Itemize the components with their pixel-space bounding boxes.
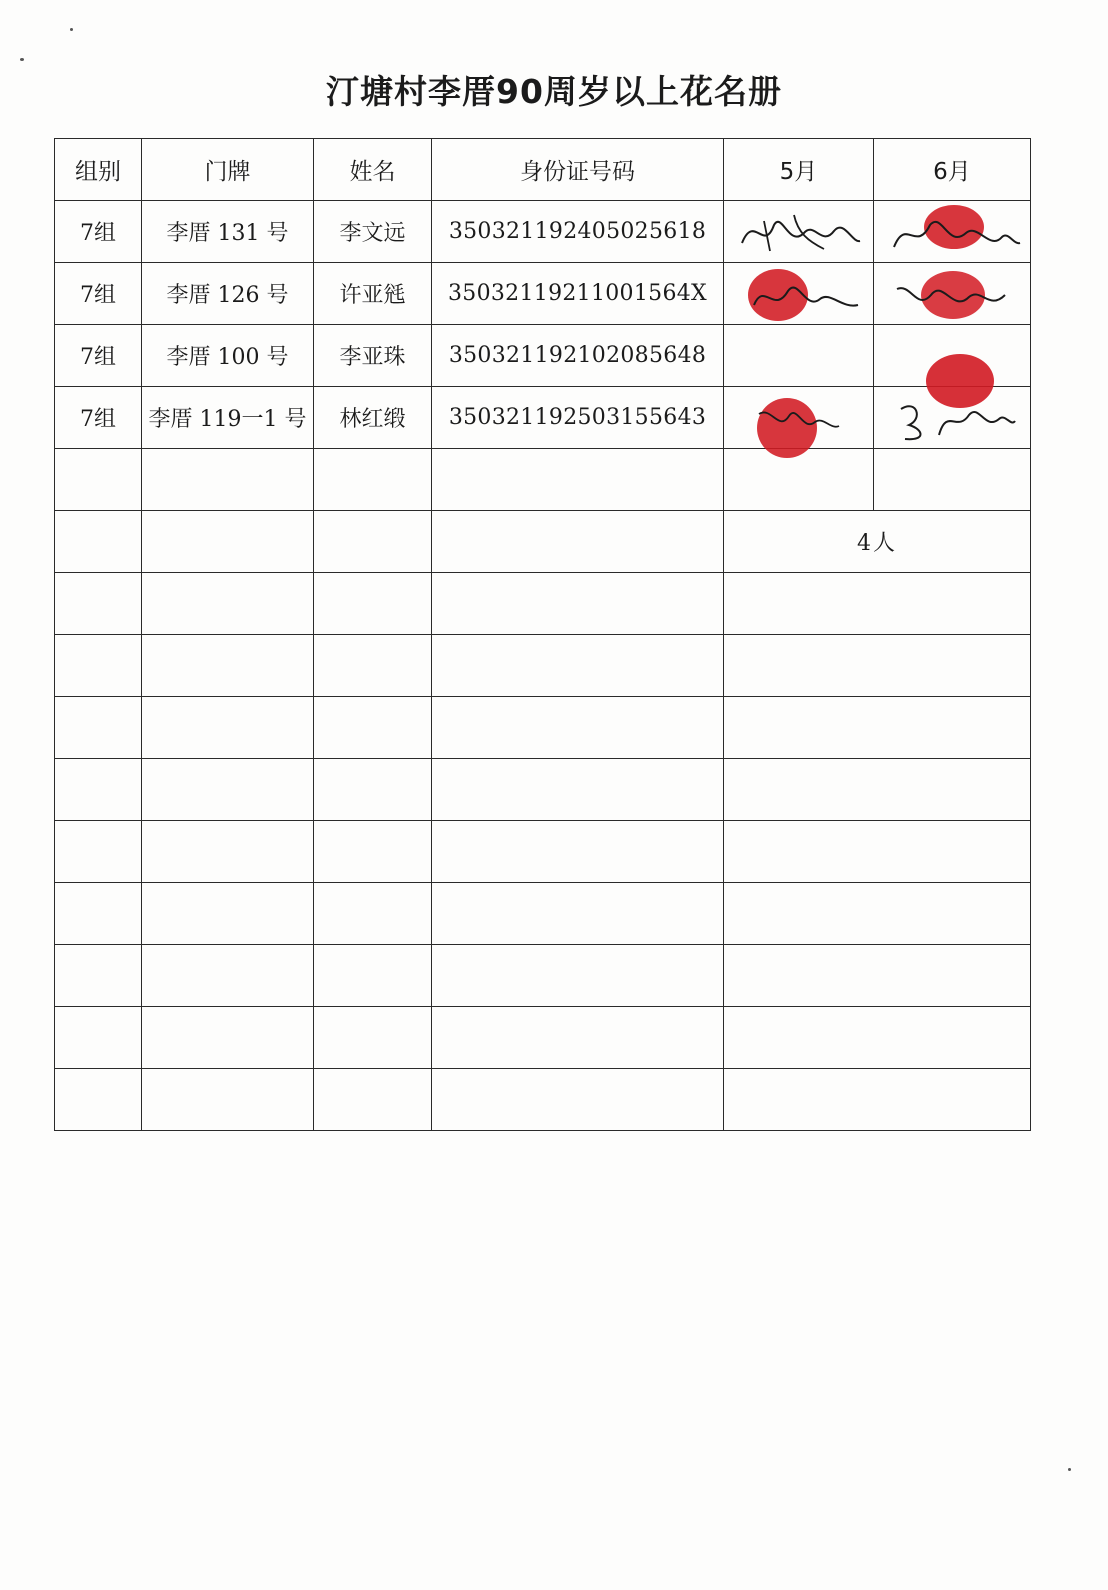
cell-may-sign [724,201,874,263]
header-month-june: 6月 [874,139,1031,201]
cell-june-sign [874,201,1031,263]
header-house-number: 门牌 [142,139,314,201]
empty-cell [432,945,724,1007]
table-row [55,201,1031,263]
table-row [55,387,1031,449]
empty-cell [142,635,314,697]
empty-cell [724,1007,1031,1069]
empty-cell [55,635,142,697]
empty-cell [432,883,724,945]
empty-cell [142,511,314,573]
cell-june-sign [874,263,1031,325]
empty-cell [432,697,724,759]
cell-group: 7组 [55,263,142,325]
roster-table [54,138,1031,1131]
cell-id-number: 350321192405025618 [432,201,724,263]
handwritten-signature [734,203,864,261]
cell-may-sign [724,263,874,325]
empty-cell [314,1069,432,1131]
cell-name: 林红缎 [314,387,432,449]
empty-cell [314,573,432,635]
empty-cell [55,697,142,759]
empty-cell [724,883,1031,945]
empty-cell [432,759,724,821]
empty-cell [314,511,432,573]
cell-group: 7组 [55,201,142,263]
fingerprint-with-signature [734,265,864,323]
empty-cell [142,697,314,759]
table-row [55,449,1031,511]
empty-cell [55,759,142,821]
empty-cell [724,573,1031,635]
cell-name: 李亚珠 [314,325,432,387]
empty-cell [314,759,432,821]
empty-cell [432,449,724,511]
empty-cell [314,883,432,945]
header-name: 姓名 [314,139,432,201]
table-header-row [55,139,1031,201]
empty-cell [314,1007,432,1069]
cell-may-sign [724,325,874,387]
table-row [55,821,1031,883]
cell-group: 7组 [55,325,142,387]
cell-house-number: 李厝 100 号 [142,325,314,387]
empty-cell [874,449,1031,511]
empty-cell [724,449,874,511]
scan-speck [20,58,24,61]
cell-may-sign [724,387,874,449]
empty-cell [142,449,314,511]
empty-cell [314,697,432,759]
table-row [55,759,1031,821]
empty-cell [142,1007,314,1069]
table-row [55,697,1031,759]
empty-cell [724,1069,1031,1131]
empty-cell [142,821,314,883]
empty-cell [724,945,1031,1007]
cell-house-number: 李厝 126 号 [142,263,314,325]
cell-name: 李文远 [314,201,432,263]
cell-group: 7组 [55,387,142,449]
empty-cell [314,821,432,883]
empty-cell [314,635,432,697]
table-row [55,573,1031,635]
cell-id-number: 350321192503155643 [432,387,724,449]
cell-june-sign [874,387,1031,449]
table-row [55,263,1031,325]
scan-speck [1068,1468,1071,1471]
empty-cell [55,821,142,883]
empty-cell [724,759,1031,821]
empty-cell [142,1069,314,1131]
empty-cell [432,821,724,883]
empty-cell [142,759,314,821]
empty-cell [142,573,314,635]
empty-cell [55,1007,142,1069]
empty-cell [314,449,432,511]
table-row [55,1007,1031,1069]
fingerprint-with-signature [882,203,1022,261]
cell-house-number: 李厝 119一1 号 [142,387,314,449]
scan-speck [70,28,73,31]
empty-cell [55,449,142,511]
empty-cell [142,883,314,945]
table-row [55,511,1031,573]
cell-id-number: 35032119211001564X [432,263,724,325]
table-row [55,635,1031,697]
empty-cell [724,821,1031,883]
empty-cell [55,511,142,573]
empty-cell [55,945,142,1007]
empty-cell [55,883,142,945]
empty-cell [432,635,724,697]
cell-house-number: 李厝 131 号 [142,201,314,263]
header-id-number: 身份证号码 [432,139,724,201]
header-month-may: 5月 [724,139,874,201]
table-row [55,883,1031,945]
empty-cell [724,697,1031,759]
cell-name: 许亚毤 [314,263,432,325]
table-row [55,325,1031,387]
empty-cell [55,1069,142,1131]
empty-cell [724,635,1031,697]
table-row [55,1069,1031,1131]
signature [887,389,1017,447]
empty-cell [432,511,724,573]
header-group: 组别 [55,139,142,201]
fingerprint-with-signature [887,265,1017,323]
total-count: 4人 [724,511,1031,573]
empty-cell [432,573,724,635]
page-title: 汀塘村李厝90周岁以上花名册 [326,72,782,111]
cell-id-number: 350321192102085648 [432,325,724,387]
empty-cell [55,573,142,635]
empty-cell [142,945,314,1007]
table-row [55,945,1031,1007]
empty-cell [432,1007,724,1069]
empty-cell [314,945,432,1007]
cell-june-sign [874,325,1031,387]
empty-cell [432,1069,724,1131]
